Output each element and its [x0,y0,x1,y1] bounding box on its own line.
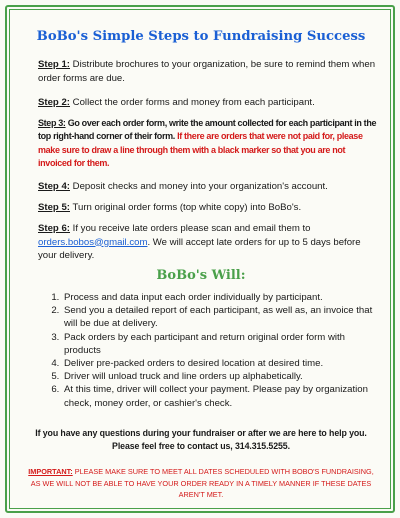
page-title: BoBo's Simple Steps to Fundraising Success [36,29,366,44]
step-2-text: Collect the order forms and money from each participant. [72,97,315,108]
will-list-item: 4. Deliver pre-packed orders to desired location at desired time. [62,357,378,370]
step-6-label: Step 6: [38,223,70,234]
step-5-text: Turn original order forms (top white copy) into BoBo's. [72,202,302,213]
step-3-text: Go over each order form, write the amount collected for each participant in the top right-hand corner of their form. [38,118,377,142]
important-text: PLEASE MAKE SURE TO MEET ALL DATES SCHEDULED WITH BOBO'S FUNDRAISING, AS WE WILL NOT BE ABLE TO HAVE YOUR ORDER READY IN A TIMELY MANNER IF THESE DATES AREN'T MET. [30,467,374,499]
step-4 [38,180,378,194]
will-list [44,291,378,410]
step-6 [38,222,378,263]
step-1 [38,58,378,85]
step-4-label: Step 4: [38,181,70,192]
step-4-text: Deposit checks and money into your organization's account. [72,181,328,192]
step-3 [38,117,378,170]
contact-note: If you have any questions during your fundraiser or after we are here to help you. Please feel free to contact us, 314.315.5255. [35,428,367,451]
will-list-item: 2. Send you a detailed report of each participant, as well as, an invoice that will be due at delivery. [62,304,378,330]
step-1-text: Distribute brochures to your organization, be sure to remind them when order forms are due. [38,59,376,84]
important-label: IMPORTANT: [28,467,73,476]
will-list-item: 3. Pack orders by each participant and return original order form with products [62,331,378,357]
step-2 [38,96,378,110]
step-5 [38,201,378,215]
step-1-label: Step 1: [38,59,70,70]
will-list-item: 1. Process and data input each order individually by participant. [62,291,378,304]
step-5-label: Step 5: [38,202,70,213]
will-list-item: 5. Driver will unload truck and line orders up alphabetically. [62,370,378,383]
step-3-warning-text: If there are orders that were not paid for, please make sure to draw a line through them with a black marker so that you are not invoiced for them. [38,131,363,168]
will-section-title: BoBo's Will: [156,268,246,283]
important-notice [24,466,378,501]
step-2-label: Step 2: [38,97,70,108]
step-6-text: If you receive late orders please scan and email them to [72,223,311,234]
step-3-label: Step 3: [38,118,66,128]
email-link[interactable]: orders.bobos@gmail.com [38,236,148,248]
step-6-text-after: . We will accept late orders for up to 5 days before your delivery. [38,236,361,261]
will-list-item: 6. At this time, driver will collect your payment. Please pay by organization check, money order, or cashier's check. [62,383,378,409]
